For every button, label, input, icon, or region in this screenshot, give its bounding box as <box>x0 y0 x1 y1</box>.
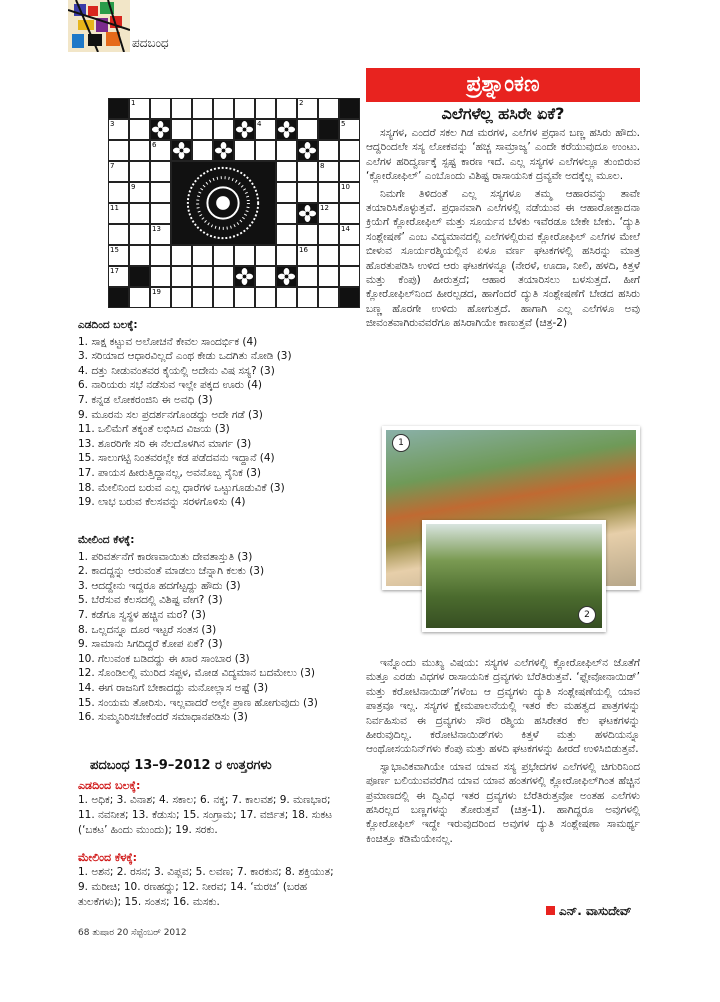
flower-icon <box>277 267 296 286</box>
grid-cell[interactable] <box>213 266 234 287</box>
flower-icon <box>298 204 317 223</box>
grid-cell[interactable] <box>108 245 129 266</box>
grid-cell[interactable] <box>171 98 192 119</box>
clue-item: 7. ಕಡೆಗೂ ಸ್ವಸ್ಥಳ ಹಚ್ಚಿನ ಮರ? (3) <box>78 608 206 621</box>
cell-number: 16 <box>299 246 308 254</box>
grid-cell[interactable] <box>234 245 255 266</box>
grid-cell[interactable] <box>318 140 339 161</box>
article-paragraph: ಸ್ವಾಭಾವಿಕವಾಗಿಯೇ ಯಾವ ಯಾವ ಸಸ್ಯ ಪ್ರಭೇದಗಳ ಎಲೆಗಳಲ್ಲಿ ಚಿಗುರಿನಿಂದ ಪೂರ್ಣ ಬಲಿಯುವವರೆಗಿನ ಯಾವ ಯಾವ ಹಂತಗಳಲ್ಲಿ ಕ್ಲೋರೋಫಿಲ್‌ಗಿಂತ ಹೆಚ್ಚಿನ ಪ್ರಮಾಣದಲ್ಲಿ ಈ ದ್ವಿವಿಧ ಇತರ ದ್ರವ್ಯಗಳು ಬೆರೆತಿರುತ್ತವೋ ಅಂತಹ ಎಲೆಗಳು ಹಸಿರಲ್ಲದ ಬಣ್ಣಗಳನ್ನು ತೋರುತ್ತವೆ (ಚಿತ್ರ-1). ಹಾಗಿದ್ದರೂ ಅವುಗಳಲ್ಲಿ ಕ್ಲೋರೋಫಿಲ್ ಇದ್ದೇ ಇರುವುದರಿಂದ ಅವುಗಳ ದ್ಯುತಿ ಸಂಶ್ಲೇಷಣಾ ಸಾಮರ್ಥ್ಯ ಕಿಂಚಿತ್ತೂ ಕಡಿಮೆಯೇನಲ್ಲ. <box>366 760 640 845</box>
article-paragraph: ಸಸ್ಯಗಳ, ಎಂದರೆ ಸಕಲ ಗಿಡ ಮರಗಳ, ಎಲೆಗಳ ಪ್ರಧಾನ ಬಣ್ಣ ಹಸಿರು ಹೌದು. ಆದ್ದರಿಂದಲೇ ಸಸ್ಯ ಲೋಕವನ್ನು ‘ಹಚ್ಚ ಸಾಮ್ರಾಜ್ಯ’ ಎಂದೇ ಕರೆಯುವುದೂ ಉಂಟು. ಎಲೆಗಳ ಹರಿದ್ವರ್ಣಕ್ಕೆ ಸ್ಪಷ್ಟ ಕಾರಣ ಇದೆ. ಎಲ್ಲ ಸಸ್ಯಗಳ ಎಲೆಗಳಲ್ಲೂ ತುಂಬಿರುವ ‘ಕ್ಲೋರೋಫಿಲ್’ ಎಂಬೊಂದು ವಿಶಿಷ್ಟ ರಾಸಾಯನಿಕ ದ್ರವ್ಯವೇ ಅದಕ್ಕೆಲ್ಲ ಮೂಲ. <box>366 127 640 183</box>
grid-cell[interactable] <box>129 287 150 308</box>
clue-item: 19. ಲಾಭ ಬರುವ ಕೆಲಸವನ್ನು ಸರಳಗೊಳಿಸು (4) <box>78 496 246 509</box>
clue-item: 17. ಪಾಯಸ ಹೀರುತ್ತಿದ್ದಾನಲ್ಲ, ಅವನೊಬ್ಬ ಸೈನಿಕ (3) <box>78 466 262 479</box>
clue-item: 13. ಶೂರರಿಗೇ ಸರಿ ಈ ನೆಲದೊಳಗಿನ ಮಾರ್ಗ (3) <box>78 437 252 450</box>
flower-block <box>150 119 171 140</box>
clue-item: 16. ಸುಮ್ಮನಿರಿಸಬೇಕೆಂದರೆ ಸಮಾಧಾನಪಡಿಸು (3) <box>78 711 248 724</box>
across-clues <box>78 318 348 510</box>
grid-cell[interactable] <box>318 161 339 182</box>
blocked-cell <box>339 98 360 119</box>
grid-cell[interactable] <box>108 119 129 140</box>
grid-cell[interactable] <box>318 203 339 224</box>
grid-cell[interactable] <box>276 182 297 203</box>
grid-cell[interactable] <box>192 119 213 140</box>
grid-cell[interactable] <box>129 182 150 203</box>
cell-number: 5 <box>341 120 346 128</box>
grid-cell[interactable] <box>297 98 318 119</box>
grid-cell[interactable] <box>192 287 213 308</box>
flower-block <box>234 119 255 140</box>
grid-cell[interactable] <box>339 245 360 266</box>
grid-cell[interactable] <box>318 245 339 266</box>
grid-cell[interactable] <box>129 203 150 224</box>
grid-cell[interactable] <box>129 98 150 119</box>
grid-cell[interactable] <box>255 287 276 308</box>
grid-cell[interactable] <box>150 287 171 308</box>
grid-cell[interactable] <box>108 161 129 182</box>
grid-cell[interactable] <box>339 119 360 140</box>
blocked-cell <box>129 266 150 287</box>
grid-cell[interactable] <box>129 161 150 182</box>
blocked-cell <box>108 98 129 119</box>
down-heading: ಮೇಲಿಂದ ಕೆಳಕ್ಕೆ: <box>78 534 135 546</box>
grid-cell[interactable] <box>234 140 255 161</box>
grid-cell[interactable] <box>171 119 192 140</box>
grid-cell[interactable] <box>255 98 276 119</box>
grid-cell[interactable] <box>171 266 192 287</box>
answers-title: ಪದಬಂಧ 13–9–2012 ರ ಉತ್ತರಗಳು <box>90 758 272 773</box>
grid-cell[interactable] <box>339 266 360 287</box>
answers-down <box>78 850 340 910</box>
grid-cell[interactable] <box>150 245 171 266</box>
cell-number: 13 <box>152 225 161 233</box>
clue-item: 1. ಸಾಕ್ಷ ಕಟ್ಟುವ ಅಲೋಚನೆ ಕೇವಲ ಸಾಂದರ್ಭಿಕ (4) <box>78 335 258 348</box>
grid-cell[interactable] <box>129 140 150 161</box>
grid-cell[interactable] <box>192 266 213 287</box>
byline-name: ಎನ್. ವಾಸುದೇವ್ <box>559 904 632 918</box>
grid-cell[interactable] <box>234 98 255 119</box>
cell-number: 8 <box>320 162 325 170</box>
flower-block <box>213 140 234 161</box>
grid-cell[interactable] <box>150 98 171 119</box>
clue-item: 15. ಸಾಲುಗಟ್ಟಿ ನಿಂತವರಲ್ಲೇ ಕಡ ಪಡೆದವನು ಇದ್ದಾನೆ (4) <box>78 452 275 465</box>
grid-cell[interactable] <box>297 161 318 182</box>
across-heading: ಎಡದಿಂದ ಬಲಕ್ಕೆ: <box>78 319 138 331</box>
cell-number: 17 <box>110 267 119 275</box>
cell-number: 11 <box>110 204 119 212</box>
answers-down-heading: ಮೇಲಿಂದ ಕೆಳಕ್ಕೆ: <box>78 851 138 864</box>
grid-cell[interactable] <box>213 119 234 140</box>
clue-item: 10. ಗೆಲುವಂಕ ಬಡಿದದ್ದು ಈ ಖಾರ ಸಾಂಬಾರ (3) <box>78 652 250 665</box>
clue-item: 9. ಮೂರನು ಸಲ ಪ್ರದರ್ಶನಗೊಂಡದ್ದು ಅದೇ ಗಡೆ (3) <box>78 408 263 421</box>
flower-icon <box>298 141 317 160</box>
flower-block <box>276 266 297 287</box>
cell-number: 9 <box>131 183 136 191</box>
grid-cell[interactable] <box>276 98 297 119</box>
cell-number: 2 <box>299 99 304 107</box>
grid-cell[interactable] <box>150 140 171 161</box>
flower-block <box>297 140 318 161</box>
flower-icon <box>235 267 254 286</box>
grid-cell[interactable] <box>108 203 129 224</box>
grid-cell[interactable] <box>108 224 129 245</box>
flower-icon <box>151 120 170 139</box>
grid-cell[interactable] <box>213 245 234 266</box>
photo-label-1: 1 <box>392 434 410 452</box>
grid-cell[interactable] <box>318 182 339 203</box>
article-paragraph: ಇನ್ನೊಂದು ಮುಖ್ಯ ವಿಷಯ: ಸಸ್ಯಗಳ ಎಲೆಗಳಲ್ಲಿ ಕ್ಲೋರೋಫಿಲ್‌ನ ಜೊತೆಗೆ ಮತ್ತೂ ಎರಡು ವಿಧಗಳ ರಾಸಾಯನಿಕ ದ್ರವ್ಯಗಳು ಬೆರೆತಿರುತ್ತವೆ. ‘ಫ್ಲೇವೋನಾಯಿಡ್’ ಮತ್ತು ಕರೋಟಿನಾಯಿಡ್’ಗಳೆಂಬ ಆ ದ್ರವ್ಯಗಳು ದ್ಯುತಿ ಸಂಶ್ಲೇಷಣೆಯಲ್ಲಿ ಯಾವ ಪಾತ್ರವೂ ಇಲ್ಲ. ಸಸ್ಯಗಳ ಕ್ಷೇಮಪಾಲನೆಯಲ್ಲಿ ಇತರ ಕೆಲ ಮಹತ್ವದ ಪಾತ್ರಗಳನ್ನು ನಿರ್ವಹಿಸುವ ಈ ದ್ರವ್ಯಗಳು ಸೌರ ರಶ್ಮಿಯ ಹಸಿರೇತರ ಕೆಲ ಘಟಕಗಳನ್ನು ಹೀರುವುದಿಲ್ಲ. ಕರೋಟಿನಾಯಿಡ್‌ಗಳು ಕಿತ್ತಳೆ ಮತ್ತು ಹಳದಿಯನ್ನೂ ಆಂಥೋಸಯನಿನ್‌ಗಳು ಕೆಂಪು ಮತ್ತು ಹಳದಿ ಘಟಕಗಳನ್ನು ಹೀರದೆ ಉಳಿಸಿಬಿಡುತ್ತವೆ. <box>366 657 640 756</box>
grid-cell[interactable] <box>276 140 297 161</box>
grid-cell[interactable] <box>276 245 297 266</box>
crossword-grid <box>108 98 360 308</box>
mandala-icon <box>172 162 275 244</box>
grid-cell[interactable] <box>297 287 318 308</box>
flower-block <box>171 140 192 161</box>
photo-label-2: 2 <box>578 606 596 624</box>
grid-cell[interactable] <box>276 161 297 182</box>
cell-number: 6 <box>152 141 157 149</box>
blocked-cell <box>108 287 129 308</box>
grid-cell[interactable] <box>318 224 339 245</box>
grid-cell[interactable] <box>192 140 213 161</box>
byline-marker <box>546 906 555 915</box>
clue-item: 11. ಒಲಿಮೆಗೆ ತಕ್ಕಂತೆ ಲಭಿಸಿದ ವಿಜಯ (3) <box>78 423 230 436</box>
clue-item: 9. ಸಾಮಾನು ಸಿಗದಿದ್ದರೆ ಕೋಪ ಏಕೆ? (3) <box>78 638 223 651</box>
grid-cell[interactable] <box>339 203 360 224</box>
cell-number: 12 <box>320 204 329 212</box>
grid-cell[interactable] <box>108 266 129 287</box>
flower-icon <box>214 141 233 160</box>
clue-item: 14. ಈಗ ರಾಜನಿಗೆ ಬೇಕಾದದ್ದು ಮನೋಲ್ಲಾಸ ಅಷ್ಟೆ (3) <box>78 681 269 694</box>
grid-cell[interactable] <box>339 182 360 203</box>
grid-cell[interactable] <box>129 224 150 245</box>
answers-across-heading: ಎಡದಿಂದ ಬಲಕ್ಕೆ: <box>78 779 141 792</box>
flower-block <box>297 203 318 224</box>
cell-number: 14 <box>341 225 350 233</box>
cell-number: 1 <box>131 99 136 107</box>
clue-item: 5. ಬೆರೆಸುವ ಕೆಲಸದಲ್ಲಿ ವಿಶಿಷ್ಟ ವೇಗ? (3) <box>78 594 223 607</box>
grid-cell[interactable] <box>129 119 150 140</box>
clue-item: 1. ಪರಿವರ್ತನೆಗೆ ಕಾರಣವಾಯಿತು ದೇವತಾಸ್ತುತಿ (3) <box>78 550 253 563</box>
clue-item: 6. ನಾರಿಯರು ಸಭೆ ನಡೆಸುವ ಇಲ್ಲೇ ಪಕ್ಕದ ಊರು (4) <box>78 379 263 392</box>
article-body-bottom <box>366 656 640 849</box>
blocked-cell <box>318 119 339 140</box>
flower-icon <box>277 120 296 139</box>
photo-green-forest <box>422 520 606 632</box>
grid-cell[interactable] <box>339 224 360 245</box>
grid-cell[interactable] <box>276 203 297 224</box>
grid-cell[interactable] <box>171 245 192 266</box>
cell-number: 4 <box>257 120 262 128</box>
cell-number: 7 <box>110 162 115 170</box>
grid-cell[interactable] <box>150 182 171 203</box>
clue-item: 4. ದತ್ತು ನೀಡುವಂತವರ ಕೈಯಲ್ಲಿ ಅದೇನು ವಿಷ ಸಸ್ಯ? (3) <box>78 364 275 377</box>
grid-cell[interactable] <box>171 287 192 308</box>
grid-cell[interactable] <box>255 266 276 287</box>
grid-cell[interactable] <box>318 266 339 287</box>
grid-cell[interactable] <box>108 140 129 161</box>
answers-across-text: 1. ಅಧಿಕ; 3. ವಿನಾಶ; 4. ಸಕಾಲ; 6. ನಕ್ಕ; 7. ಕಾಲವಶ; 9. ಮಣಭಾರ; 11. ನವನೀತ; 13. ಕೆಡುಸು; 15. ಸಂಗ್ರಾಮ; 17. ವರ್ಜಿತ; 18. ಸುಕಟ (‘ಬಕಟ’ ಹಿಂದು ಮುಂದು); 19. ಸರಕು. <box>78 794 333 836</box>
grid-cell[interactable] <box>297 224 318 245</box>
blocked-cell <box>339 287 360 308</box>
grid-cell[interactable] <box>276 287 297 308</box>
cell-number: 19 <box>152 288 161 296</box>
page-footer: 68 ತುಷಾರ 20 ಸೆಪ್ಟೆಂಬರ್ 2012 <box>78 928 187 938</box>
grid-cell[interactable] <box>234 287 255 308</box>
clue-item: 15. ಸಂಯಮ ತೋರಿಸು. ಇಲ್ಲವಾದರೆ ಅಲ್ಲೇ ಪ್ರಾಣ ಹೋಗುವುದು (3) <box>78 696 318 709</box>
article-paragraph: ನಿಮಗೇ ತಿಳಿದಂತೆ ಎಲ್ಲ ಸಸ್ಯಗಳೂ ತಮ್ಮ ಆಹಾರವನ್ನು ತಾವೇ ತಯಾರಿಸಿಕೊಳ್ಳುತ್ತವೆ. ಪ್ರಧಾನವಾಗಿ ಎಲೆಗಳಲ್ಲಿ ನಡೆಯುವ ಈ ಆಹಾರೋತ್ಪಾದನಾ ಕ್ರಿಯೆಗೆ ಕ್ಲೋರೋಫಿಲ್ ಮತ್ತು ಸೂರ್ಯನ ಬೆಳಕು ಇವೆರಡೂ ಬೇಕೇ ಬೇಕು. ‘ದ್ಯುತಿ ಸಂಶ್ಲೇಷಣೆ’ ಎಂಬ ವಿದ್ಯಮಾನದಲ್ಲಿ ಎಲೆಗಳಲ್ಲಿರುವ ಕ್ಲೋರೋಫಿಲ್ ಎಲೆಗಳ ಮೇಲೆ ಬೀಳುವ ಸೂರ್ಯರಶ್ಮಿಯಲ್ಲಿನ ಏಳೂ ವರ್ಣ ಘಟಕಗಳಲ್ಲಿ ಹಸಿರನ್ನು ಮಾತ್ರ ಹೊರತುಪಡಿಸಿ ಉಳಿದ ಆರು ಘಟಕಗಳನ್ನೂ (ನೇರಳೆ, ಊದಾ, ನೀಲಿ, ಹಳದಿ, ಕಿತ್ತಳೆ ಮತ್ತು ಕೆಂಪು) ಹೀರುತ್ತದೆ; ಆಹಾರ ತಯಾರಿಸಲು ಬಳಸುತ್ತದೆ. ಹೀಗೆ ಕ್ಲೋರೋಫಿಲ್‌ನಿಂದ ಹೀರಲ್ಪಡದ, ಹಾಗೆಂದರೆ ದ್ಯುತಿ ಸಂಶ್ಲೇಷಣೆಗೆ ಬೇಡದ ಹಸಿರು ಬಣ್ಣ ಹೊರಗೇ ಉಳಿದು ಹೋಗುತ್ತದೆ. ಹಾಗಾಗಿ ಎಲ್ಲ ಎಲೆಗಳೂ ಅವು ಜೀವಂತವಾಗಿರುವವರೆಗೂ ಹಸಿರಾಗಿಯೇ ಕಾಣುತ್ತವೆ (ಚಿತ್ರ-2) <box>366 187 640 330</box>
grid-cell[interactable] <box>255 245 276 266</box>
grid-cell[interactable] <box>318 287 339 308</box>
byline <box>546 904 631 919</box>
clue-item: 7. ಕನ್ನಡ ಲೋಕರಂಜಿನಿ ಈ ಅವಧಿ (3) <box>78 393 213 406</box>
grid-cell[interactable] <box>108 182 129 203</box>
grid-cell[interactable] <box>276 224 297 245</box>
center-ornament <box>171 161 276 245</box>
flower-icon <box>172 141 191 160</box>
clue-item: 2. ಕಾದದ್ದನ್ನು ಆರುವಂತೆ ಮಾಡಲು ಚೆನ್ನಾಗಿ ಕಲಕು (3) <box>78 565 265 578</box>
cell-number: 3 <box>110 120 115 128</box>
grid-cell[interactable] <box>318 98 339 119</box>
grid-cell[interactable] <box>213 98 234 119</box>
flower-icon <box>235 120 254 139</box>
grid-cell[interactable] <box>297 245 318 266</box>
flower-block <box>234 266 255 287</box>
crossword-logo <box>68 0 130 52</box>
grid-cell[interactable] <box>213 287 234 308</box>
clue-item: 8. ಒಲ್ಲದನ್ನೂ ದೂರ ಇಟ್ಟರೆ ಸಂತಸ (3) <box>78 623 217 636</box>
grid-cell[interactable] <box>150 161 171 182</box>
answers-down-text: 1. ಅಶನ; 2. ರಸನ; 3. ವಿಪ್ಲವ; 5. ಲವಣ; 7. ಕಾರಕುನ; 8. ಶಕ್ತಿಯುತ; 9. ಮರೀಚಿ; 10. ರಣಹದ್ದು; 12. ನೀರವ; 14. ‘ಮರಚ’ (ಬರಹ ತುಲಕೆಗಳು); 15. ಸಂತಸ; 16. ಮಸಕು. <box>78 866 334 908</box>
cell-number: 15 <box>110 246 119 254</box>
article-banner: ಪ್ರಶ್ನಾಂಕಣ <box>366 68 640 102</box>
grid-cell[interactable] <box>150 203 171 224</box>
grid-cell[interactable] <box>297 119 318 140</box>
grid-cell[interactable] <box>192 98 213 119</box>
grid-cell[interactable] <box>339 140 360 161</box>
flower-block <box>276 119 297 140</box>
clue-item: 3. ಆದದ್ದೇನು ಇದ್ದರೂ ಹದಗೆಟ್ಟದ್ದು ಹೌದು (3) <box>78 579 241 592</box>
article-body-top <box>366 126 640 334</box>
article-headline: ಎಲೆಗಳೆಲ್ಲ ಹಸಿರೇ ಏಕೆ? <box>441 104 565 123</box>
grid-cell[interactable] <box>297 182 318 203</box>
clue-item: 18. ಮೇಲಿನಿಂದ ಬರುವ ಎಲ್ಲ ಧಾರೆಗಳ ಒಟ್ಟುಗೂಡುವಿಕೆ (3) <box>78 481 285 494</box>
cell-number: 10 <box>341 183 350 191</box>
down-clues <box>78 533 348 725</box>
grid-cell[interactable] <box>150 266 171 287</box>
grid-cell[interactable] <box>129 245 150 266</box>
grid-cell[interactable] <box>192 245 213 266</box>
grid-cell[interactable] <box>150 224 171 245</box>
grid-cell[interactable] <box>297 266 318 287</box>
section-title: ಪದಬಂಧ <box>132 36 169 50</box>
clue-item: 3. ಸರಿಯಾದ ಆಧಾರವಿಲ್ಲದೆ ಎಂಥ ಕೇಡು ಒದಗಿತು ನೋಡಿ (3) <box>78 350 292 363</box>
grid-cell[interactable] <box>255 140 276 161</box>
answers-across <box>78 778 340 838</box>
grid-cell[interactable] <box>339 161 360 182</box>
clue-item: 12. ಸೊಂಡಿಲಲ್ಲಿ ಮುರಿದ ಸಪ್ಪಳ, ಮೋಡ ವಿದ್ಯಮಾನ ಬದಮೇಲು (3) <box>78 667 316 680</box>
grid-cell[interactable] <box>255 119 276 140</box>
